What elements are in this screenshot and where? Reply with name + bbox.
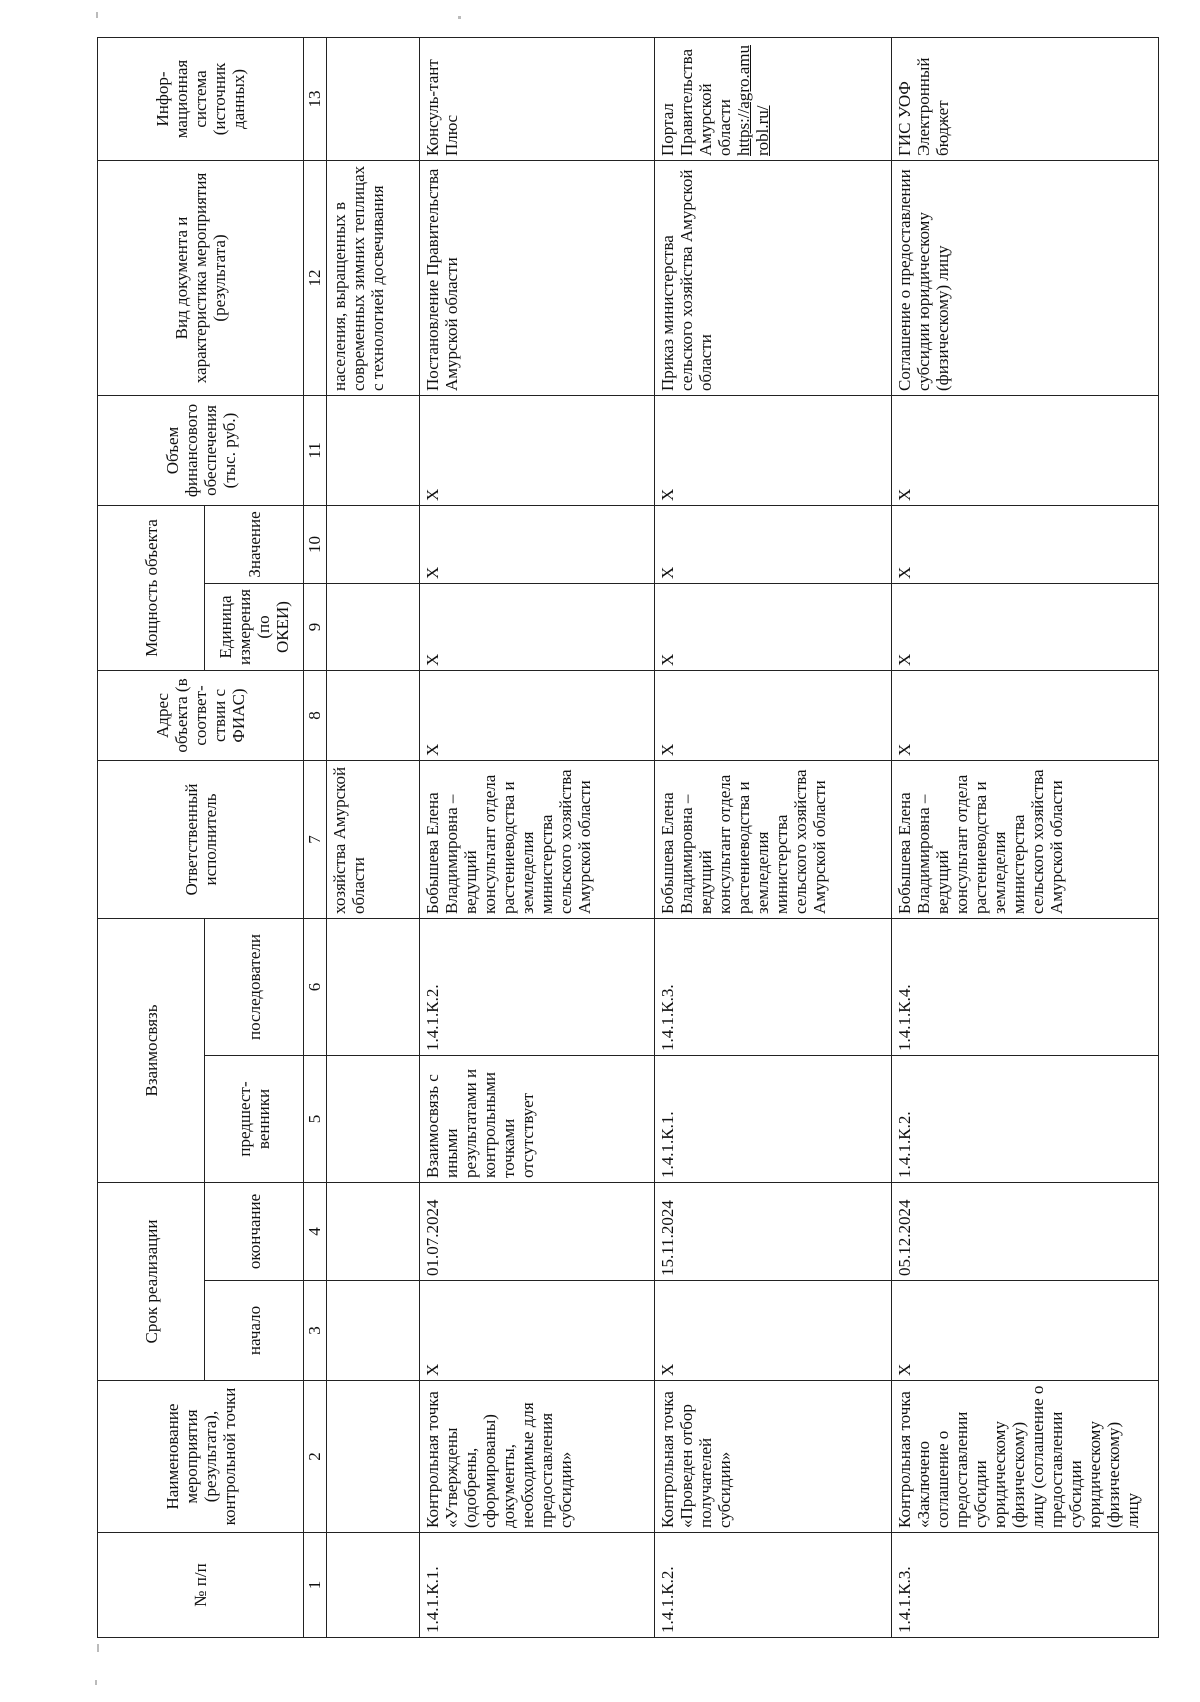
header-link: Взаимосвязь: [98, 918, 205, 1182]
row-start: X: [420, 1281, 655, 1381]
row-start: X: [655, 1281, 892, 1381]
row-unit: X: [420, 583, 655, 670]
row-predecessors: 1.4.1.К.2.: [892, 1056, 1159, 1183]
row-unit: X: [892, 583, 1159, 670]
column-number: 12: [304, 160, 327, 395]
row-responsible: Бобышева Елена Владимировна – ведущий консультант отдела растениеводства и земледелия министерства сельского хозяйства Амурской области: [892, 760, 1159, 918]
row-end: 05.12.2024: [892, 1183, 1159, 1281]
header-info-system: Инфор-мационная система (источник данных): [98, 37, 304, 160]
header-period-end: окончание: [205, 1183, 304, 1281]
cell-empty: [327, 37, 420, 160]
column-number-row: [304, 37, 327, 1637]
cell-empty: [327, 1281, 420, 1381]
row-number: 1.4.1.К.2.: [655, 1533, 892, 1638]
header-name: Наименование мероприятия (результата), контрольной точки: [98, 1381, 304, 1533]
cell-empty: [327, 1533, 420, 1638]
continuation-document: населения, выращенных в современных зимних теплицах с технологией досвечивания: [327, 160, 420, 395]
row-document: Соглашение о предоставлении субсидии юридическому (физическому) лицу: [892, 160, 1159, 395]
row-finance: X: [420, 395, 655, 505]
header-capacity-value: Значение: [205, 505, 304, 583]
row-info-text: ГИС УОФ Электронный бюджет: [895, 57, 952, 156]
cell-empty: [327, 918, 420, 1055]
column-number: 4: [304, 1183, 327, 1281]
row-predecessors: 1.4.1.К.1.: [655, 1056, 892, 1183]
row-info-text: Консуль-тант Плюс: [423, 59, 461, 156]
continuation-responsible: хозяйства Амурской области: [327, 760, 420, 918]
column-number: 3: [304, 1281, 327, 1381]
table-row: [420, 37, 655, 1637]
header-link-succ: последователи: [205, 918, 304, 1055]
row-finance: X: [892, 395, 1159, 505]
table-row: [892, 37, 1159, 1637]
column-number: 11: [304, 395, 327, 505]
row-address: X: [655, 670, 892, 760]
header-document: Вид документа и характеристика мероприятия (результата): [98, 160, 304, 395]
scan-speck: [458, 16, 461, 19]
row-successors: 1.4.1.К.3.: [655, 918, 892, 1055]
row-value: X: [892, 505, 1159, 583]
row-responsible: Бобышева Елена Владимировна – ведущий консультант отдела растениеводства и земледелия министерства сельского хозяйства Амурской области: [655, 760, 892, 918]
cell-empty: [327, 670, 420, 760]
row-info-system: [655, 37, 892, 160]
scan-speck: [97, 1644, 99, 1652]
column-number: 8: [304, 670, 327, 760]
header-finance: Объем финансового обеспечения (тыс. руб.): [98, 395, 304, 505]
header-period-start: начало: [205, 1281, 304, 1381]
column-number: 9: [304, 583, 327, 670]
row-value: X: [655, 505, 892, 583]
header-address: Адрес объекта (в соответ-ствии с ФИАС): [98, 670, 304, 760]
row-info-system: [420, 37, 655, 160]
row-predecessors: Взаимосвязь с иными результатами и контрольными точками отсутствует: [420, 1056, 655, 1183]
row-document: Постановление Правительства Амурской области: [420, 160, 655, 395]
row-successors: 1.4.1.К.2.: [420, 918, 655, 1055]
column-number: 7: [304, 760, 327, 918]
column-number: 5: [304, 1056, 327, 1183]
continuation-row: [327, 37, 420, 1637]
rotated-document: [97, 38, 1142, 1638]
scan-speck: [95, 1680, 97, 1685]
row-document: Приказ министерства сельского хозяйства Амурской области: [655, 160, 892, 395]
table-row: [655, 37, 892, 1637]
column-number: 10: [304, 505, 327, 583]
column-number: 1: [304, 1533, 327, 1638]
header-responsible: Ответственный исполнитель: [98, 760, 304, 918]
header-row: [98, 37, 205, 1637]
row-start: X: [892, 1281, 1159, 1381]
header-capacity-unit: Единица измерения (по ОКЕИ): [205, 583, 304, 670]
cell-empty: [327, 583, 420, 670]
row-number: 1.4.1.К.1.: [420, 1533, 655, 1638]
cell-empty: [327, 1056, 420, 1183]
row-info-text: Портал Правительства Амурской области: [658, 49, 734, 156]
row-finance: X: [655, 395, 892, 505]
row-unit: X: [655, 583, 892, 670]
row-successors: 1.4.1.К.4.: [892, 918, 1159, 1055]
header-capacity: Мощность объекта: [98, 505, 205, 670]
row-info-link[interactable]: https://agro.amurobl.ru/: [734, 45, 772, 156]
row-value: X: [420, 505, 655, 583]
column-number: 6: [304, 918, 327, 1055]
header-period: Срок реализации: [98, 1183, 205, 1381]
row-info-system: [892, 37, 1159, 160]
scan-speck: [96, 12, 98, 18]
header-num: № п/п: [98, 1533, 304, 1638]
row-address: X: [892, 670, 1159, 760]
column-number: 2: [304, 1381, 327, 1533]
row-responsible: Бобышева Елена Владимировна – ведущий консультант отдела растениеводства и земледелия министерства сельского хозяйства Амурской области: [420, 760, 655, 918]
column-number: 13: [304, 37, 327, 160]
row-name: Контрольная точка «Заключено соглашение о предоставлении субсидии юридическому (физическому) лицу (соглашение о предоставлении субсидии юридическому (физическому) лицу: [892, 1381, 1159, 1533]
cell-empty: [327, 395, 420, 505]
row-end: 01.07.2024: [420, 1183, 655, 1281]
cell-empty: [327, 1381, 420, 1533]
cell-empty: [327, 505, 420, 583]
row-address: X: [420, 670, 655, 760]
row-name: Контрольная точка «Утверждены (одобрены, сформированы) документы, необходимые для предоставления субсидии»: [420, 1381, 655, 1533]
plan-table: [97, 37, 1159, 1638]
row-name: Контрольная точка «Проведен отбор получателей субсидии»: [655, 1381, 892, 1533]
cell-empty: [327, 1183, 420, 1281]
row-end: 15.11.2024: [655, 1183, 892, 1281]
row-number: 1.4.1.К.3.: [892, 1533, 1159, 1638]
header-link-pred: предшест-венники: [205, 1056, 304, 1183]
